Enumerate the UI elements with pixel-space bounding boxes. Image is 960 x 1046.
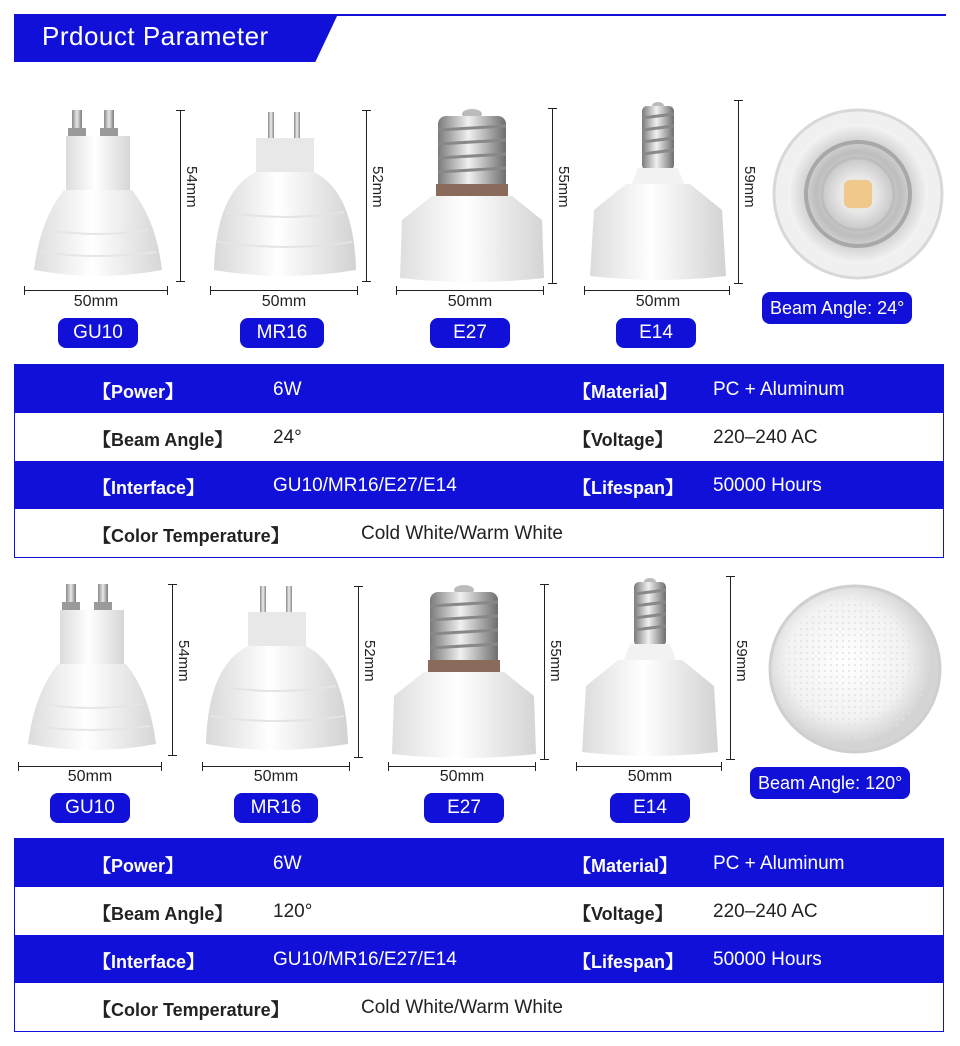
beam-key: 【Beam Angle】 bbox=[93, 904, 233, 924]
color-value: Cold White/Warm White bbox=[361, 997, 563, 1018]
material-key: 【Material】 bbox=[573, 382, 678, 402]
mr16-width-label: 50mm bbox=[261, 293, 307, 310]
e27-width-dimension bbox=[388, 766, 536, 767]
power-value: 6W bbox=[273, 379, 302, 400]
mr16-bulb-image bbox=[212, 112, 358, 284]
e27-height-label: 55mm bbox=[555, 166, 572, 208]
lens-24-image bbox=[772, 108, 944, 280]
spec-table-2 bbox=[14, 838, 944, 1032]
gu10-width-label: 50mm bbox=[73, 293, 119, 310]
e27-type-badge: E27 bbox=[430, 318, 510, 348]
gu10-type-badge: GU10 bbox=[50, 793, 130, 823]
voltage-key: 【Voltage】 bbox=[573, 904, 673, 924]
mr16-height-label: 52mm bbox=[369, 166, 386, 208]
mr16-height-dimension bbox=[366, 110, 367, 282]
e14-width-label: 50mm bbox=[627, 768, 673, 785]
spec-row-color bbox=[15, 509, 943, 557]
mr16-height-label: 52mm bbox=[361, 640, 378, 682]
beam-angle-badge-120: Beam Angle: 120° bbox=[750, 767, 910, 799]
beam-key: 【Beam Angle】 bbox=[93, 430, 233, 450]
e14-height-label: 59mm bbox=[733, 640, 750, 682]
interface-key: 【Interface】 bbox=[93, 952, 205, 972]
beam-value: 120° bbox=[273, 901, 313, 922]
mr16-type-badge: MR16 bbox=[234, 793, 318, 823]
gu10-width-label: 50mm bbox=[67, 768, 113, 785]
interface-value: GU10/MR16/E27/E14 bbox=[273, 949, 457, 970]
e14-height-label: 59mm bbox=[741, 166, 758, 208]
mr16-bulb-image bbox=[204, 586, 350, 758]
lifespan-value: 50000 Hours bbox=[713, 949, 822, 970]
mr16-width-dimension bbox=[202, 766, 350, 767]
beam-value: 24° bbox=[273, 427, 302, 448]
gu10-type-badge: GU10 bbox=[58, 318, 138, 348]
gu10-height-label: 54mm bbox=[183, 166, 200, 208]
gu10-height-dimension bbox=[172, 584, 173, 756]
e14-height-dimension bbox=[738, 100, 739, 284]
spec-row-interface bbox=[15, 461, 943, 509]
e14-width-dimension bbox=[584, 290, 730, 291]
voltage-value: 220–240 AC bbox=[713, 427, 818, 448]
beam-angle-badge-24: Beam Angle: 24° bbox=[762, 292, 912, 324]
e27-height-dimension bbox=[552, 108, 553, 284]
e14-bulb-image bbox=[586, 100, 730, 284]
e14-type-badge: E14 bbox=[616, 318, 696, 348]
e27-height-dimension bbox=[544, 584, 545, 760]
lens-120-image bbox=[768, 584, 942, 754]
e27-width-label: 50mm bbox=[447, 293, 493, 310]
mr16-width-label: 50mm bbox=[253, 768, 299, 785]
interface-key: 【Interface】 bbox=[93, 478, 205, 498]
e14-bulb-image bbox=[578, 576, 722, 760]
gu10-width-dimension bbox=[18, 766, 162, 767]
page-title: Prdouct Parameter bbox=[42, 21, 269, 51]
gu10-height-dimension bbox=[180, 110, 181, 282]
spec-row-power bbox=[15, 839, 943, 887]
e14-height-dimension bbox=[730, 576, 731, 760]
lifespan-value: 50000 Hours bbox=[713, 475, 822, 496]
mr16-width-dimension bbox=[210, 290, 358, 291]
material-key: 【Material】 bbox=[573, 856, 678, 876]
lifespan-key: 【Lifespan】 bbox=[573, 478, 684, 498]
e27-bulb-image bbox=[398, 108, 546, 284]
mr16-height-dimension bbox=[358, 586, 359, 758]
e27-bulb-image bbox=[390, 584, 538, 760]
power-value: 6W bbox=[273, 853, 302, 874]
power-key: 【Power】 bbox=[93, 856, 184, 876]
mr16-type-badge: MR16 bbox=[240, 318, 324, 348]
e14-width-dimension bbox=[576, 766, 722, 767]
spec-row-beam bbox=[15, 887, 943, 935]
gu10-width-dimension bbox=[24, 290, 168, 291]
power-key: 【Power】 bbox=[93, 382, 184, 402]
e14-width-label: 50mm bbox=[635, 293, 681, 310]
spec-row-color bbox=[15, 983, 943, 1031]
e27-width-dimension bbox=[396, 290, 544, 291]
interface-value: GU10/MR16/E27/E14 bbox=[273, 475, 457, 496]
voltage-key: 【Voltage】 bbox=[573, 430, 673, 450]
spec-row-power bbox=[15, 365, 943, 413]
voltage-value: 220–240 AC bbox=[713, 901, 818, 922]
gu10-bulb-image bbox=[22, 584, 162, 754]
lifespan-key: 【Lifespan】 bbox=[573, 952, 684, 972]
material-value: PC + Aluminum bbox=[713, 379, 845, 400]
e14-type-badge: E14 bbox=[610, 793, 690, 823]
e27-type-badge: E27 bbox=[424, 793, 504, 823]
color-key: 【Color Temperature】 bbox=[93, 526, 289, 546]
gu10-height-label: 54mm bbox=[175, 640, 192, 682]
spec-row-interface bbox=[15, 935, 943, 983]
spec-table-1 bbox=[14, 364, 944, 558]
e27-height-label: 55mm bbox=[547, 640, 564, 682]
color-key: 【Color Temperature】 bbox=[93, 1000, 289, 1020]
gu10-bulb-image bbox=[28, 110, 168, 280]
e27-width-label: 50mm bbox=[439, 768, 485, 785]
color-value: Cold White/Warm White bbox=[361, 523, 563, 544]
spec-row-beam bbox=[15, 413, 943, 461]
material-value: PC + Aluminum bbox=[713, 853, 845, 874]
